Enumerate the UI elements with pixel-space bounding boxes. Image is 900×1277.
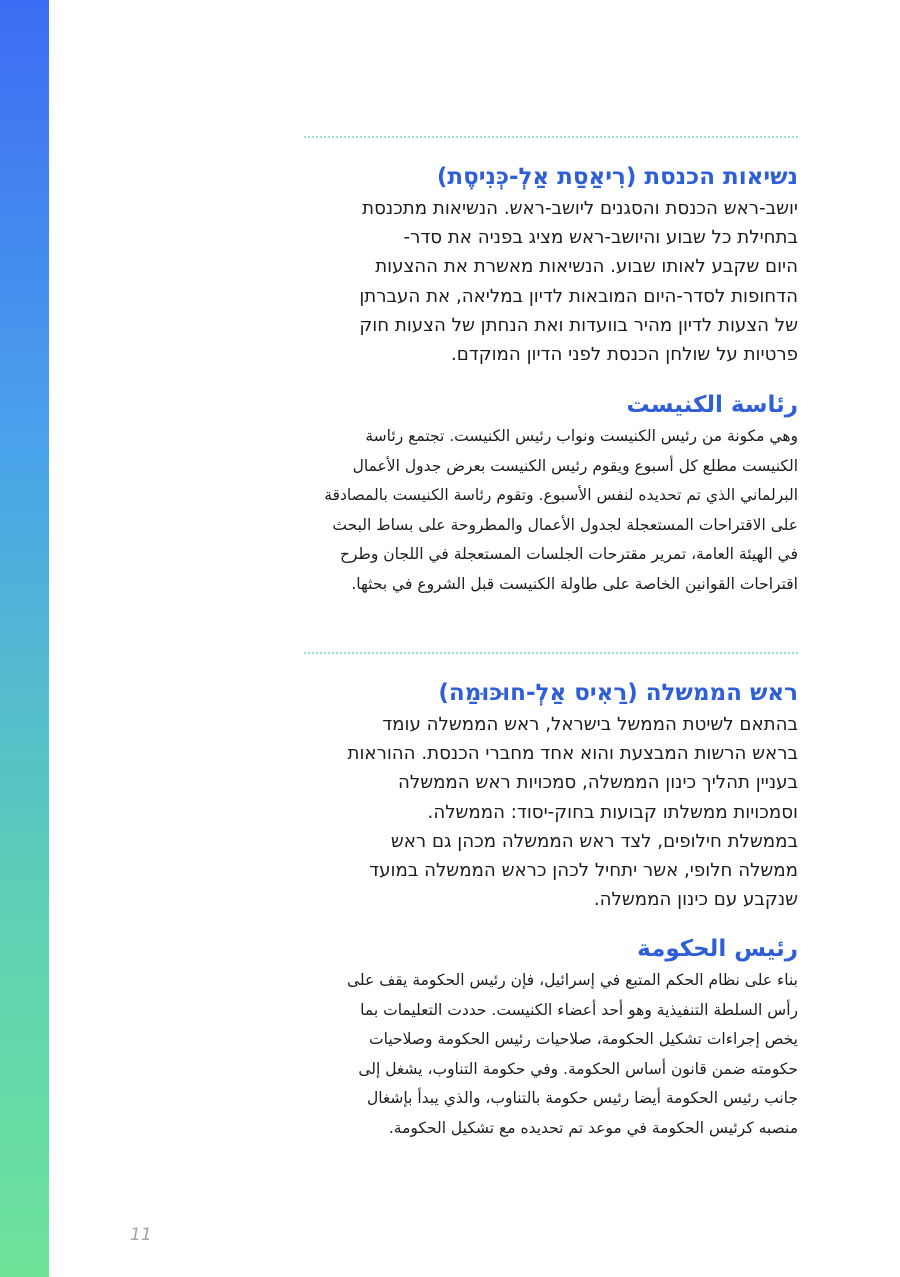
section-title: ראש הממשלה (רַאִיס אַלְ-חוּכּוּמַה) (438, 680, 798, 706)
text-line: בממשלת חילופים, לצד ראש הממשלה מכהן גם ראש (390, 830, 798, 852)
text-line: على الاقتراحات المستعجلة لجدول الأعمال والمطروحة على بساط البحث (332, 515, 798, 534)
text-line: ממשלה חלופי, אשר יתחיל לכהן כראש הממשלה במועד (369, 860, 798, 882)
section-body (304, 966, 798, 1143)
section-body (304, 194, 798, 369)
text-line: جانب رئيس الحكومة أيضا رئيس حكومة بالتناوب، والذي يبدأ بإشغال (366, 1089, 798, 1107)
text-line: שנקבע עם כינון הממשלה. (593, 889, 798, 911)
section-knesset-presidium-hebrew (304, 160, 798, 369)
section-prime-minister-arabic (304, 932, 798, 1143)
text-line: וסמכויות ממשלתו קבועות בחוק-יסוד: הממשלה. (427, 801, 798, 823)
text-line: בהתאם לשיטת הממשל בישראל, ראש הממשלה עומד (382, 714, 798, 735)
section-knesset-presidium-arabic (304, 388, 798, 599)
section-body (304, 710, 798, 914)
text-line: של הצעות לדיון מהיר בוועדות ואת הנחתן של הצעות חוק (359, 314, 798, 336)
text-line: בראש הרשות המבצעת והוא אחד מחברי הכנסת. ההוראות (347, 743, 798, 765)
section-body (304, 422, 798, 599)
text-line: البرلماني الذي تم تحديده لنفس الأسبوع. وتقوم رئاسة الكنيست بالمصادقة (324, 486, 798, 504)
page-number: 11 (130, 1225, 152, 1245)
text-line: היום שקבע לאותו שבוע. הנשיאות מאשרת את ההצעות (375, 256, 798, 278)
text-line: يخص إجراءات تشكيل الحكومة، صلاحيات رئيس الحكومة وصلاحيات (369, 1030, 798, 1048)
text-line: اقتراحات القوانين الخاصة على طاولة الكنيست قبل الشروع في بحثها. (351, 574, 798, 593)
section-title: رئاسة الكنيست (626, 392, 798, 418)
text-line: وهي مكونة من رئيس الكنيست ونواب رئيس الكنيست. تجتمع رئاسة (365, 427, 798, 445)
text-line: פרטיות על שולחן הכנסת לפני הדיון המוקדם. (450, 344, 798, 366)
text-line: في الهيئة العامة، تمرير مقترحات الجلسات المستعجلة في اللجان وطرح (339, 545, 798, 563)
section-title: נשיאות הכנסת (רִיאַסַת אַלְ-כְּנִיסֶת) (436, 164, 798, 190)
text-line: יושב-ראש הכנסת והסגנים ליושב-ראש. הנשיאות מתכנסת (362, 198, 798, 219)
section-divider (304, 652, 798, 654)
text-line: حكومته ضمن قانون أساس الحكومة. وفي حكومة التناوب، يشغل إلى (358, 1059, 798, 1078)
side-gradient-bar (0, 0, 49, 1277)
text-line: הדחופות לסדר-היום המובאות לדיון במליאה, את העברתן (359, 285, 798, 307)
text-line: الكنيست مطلع كل أسبوع ويقوم رئيس الكنيست بعرض جدول الأعمال (352, 456, 798, 475)
section-prime-minister-hebrew (304, 676, 798, 914)
text-line: رأس السلطة التنفيذية وهو أحد أعضاء الكنيست. حددت التعليمات بما (360, 1000, 798, 1019)
text-line: منصبه كرئيس الحكومة في موعد تم تحديده مع تشكيل الحكومة. (388, 1118, 798, 1137)
section-title: رئيس الحكومة (637, 936, 798, 962)
text-line: בתחילת כל שבוע והיושב-ראש מציג בפניה את סדר- (403, 227, 798, 249)
text-line: בעניין תהליך כינון הממשלה, סמכויות ראש הממשלה (397, 772, 798, 794)
text-line: بناء على نظام الحكم المتبع في إسرائيل، فإن رئيس الحكومة يقف على (346, 971, 798, 989)
section-divider (304, 136, 798, 138)
